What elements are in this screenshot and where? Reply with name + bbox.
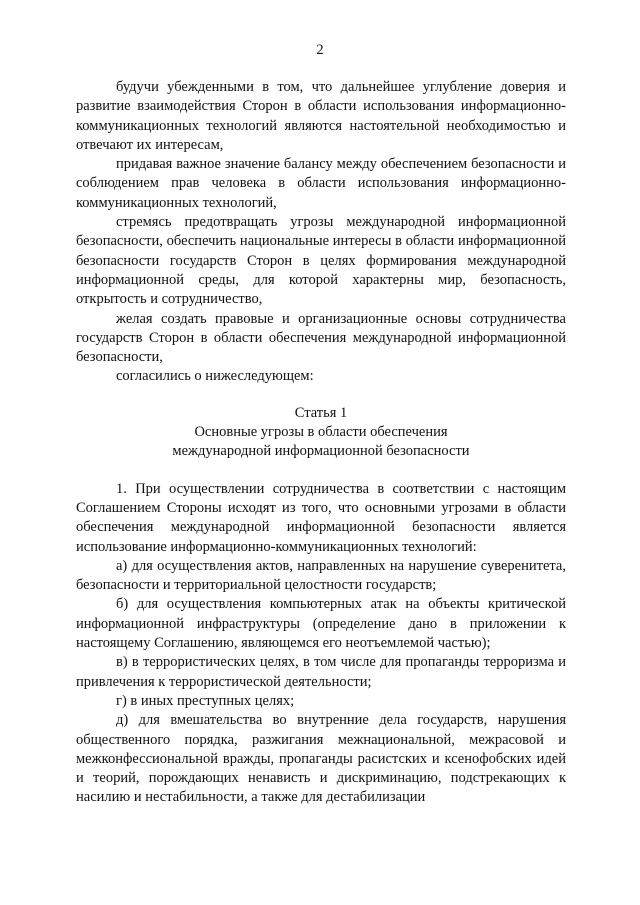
page-number: 2 <box>316 42 324 58</box>
article-title-line: Основные угрозы в области обеспечения <box>194 424 448 441</box>
article-list-item: д) для вмешательства во внутренние дела государств, нарушения общественного порядка, разжигания межнациональной, межрасовой и межконфессиональной вражды, пропаганды расистских и ксенофобских идей и теорий, порождающих ненависть и дискриминацию, подстрекающих к насилию и нестабильности, а также для дестабилизации <box>76 712 566 806</box>
preamble-paragraph: будучи убежденными в том, что дальнейшее углубление доверия и развитие взаимодействия Сторон в области использования информационно-коммуникационных технологий являются настоятельной необходимостью и отвечают их интересам, <box>76 79 566 153</box>
preamble-paragraph: согласились о нижеследующем: <box>116 368 314 385</box>
article-list-item: а) для осуществления актов, направленных на нарушение суверенитета, безопасности и территориальной целостности государств; <box>76 557 566 594</box>
preamble-paragraph: стремясь предотвращать угрозы международной информационной безопасности, обеспечить национальные интересы в области информационной безопасности государств Сторон в целях формирования международной информационной среды, для которой характерны мир, безопасность, открытость и сотрудничество, <box>76 214 566 308</box>
preamble-paragraph: придавая важное значение балансу между обеспечением безопасности и соблюдением прав человека в области использования информационно-коммуникационных технологий, <box>76 156 566 211</box>
article-paragraph: 1. При осуществлении сотрудничества в соответствии с настоящим Соглашением Стороны исходят из того, что основными угрозами в области обеспечения международной информационной безопасности является использование информационно-коммуникационных технологий: <box>76 480 566 555</box>
article-list-item: г) в иных преступных целях; <box>116 692 295 709</box>
article-list-item: б) для осуществления компьютерных атак на объекты критической информационной инфраструктуры (определение дано в приложении к настоящему Соглашению, являющемся его неотъемлемой частью); <box>76 596 566 652</box>
article-list-item: в) в террористических целях, в том числе для пропаганды терроризма и привлечения к террористической деятельности; <box>76 654 566 690</box>
document-body <box>76 78 566 808</box>
article-number: Статья 1 <box>294 404 348 421</box>
article-title-line: международной информационной безопасности <box>172 443 470 460</box>
article-heading <box>76 404 566 462</box>
preamble-paragraph: желая создать правовые и организационные основы сотрудничества государств Сторон в области обеспечения международной информационной безопасности, <box>76 310 566 366</box>
